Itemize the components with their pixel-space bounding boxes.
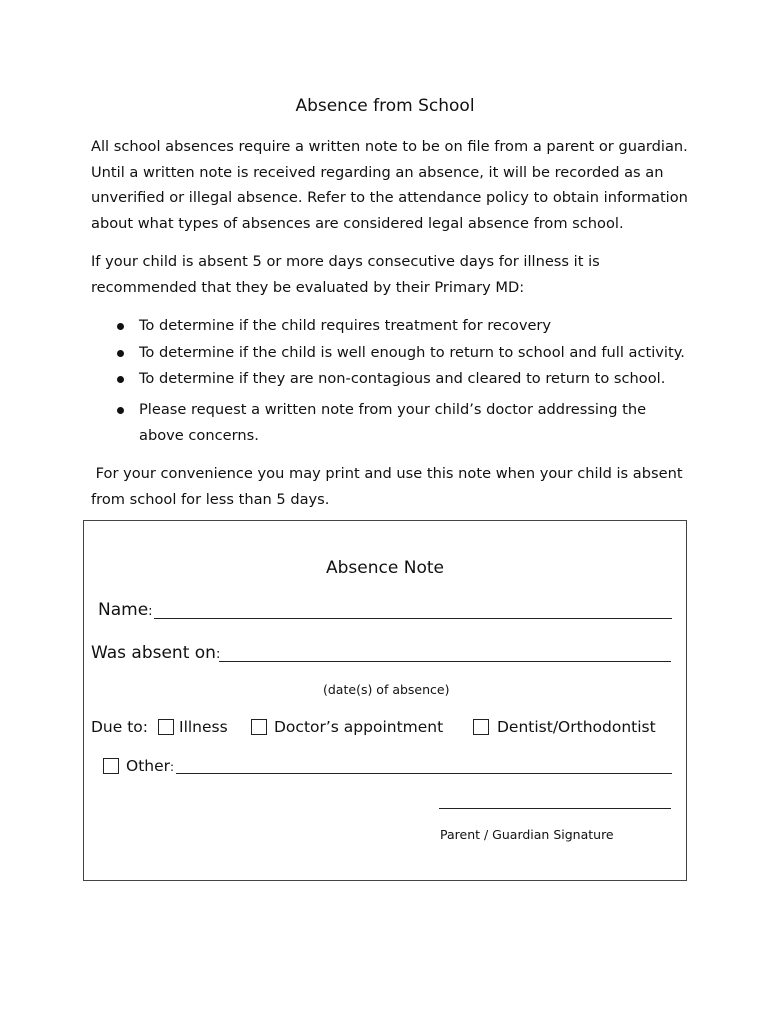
bullet-item — [91, 366, 691, 393]
bullet-text-continued: above concerns. — [139, 427, 259, 444]
signature-field[interactable] — [439, 808, 671, 809]
illness-paragraph — [91, 249, 691, 300]
illness-line: recommended that they be evaluated by their Primary MD: — [91, 278, 525, 296]
intro-line: Until a written note is received regarding an absence, it will be recorded as an — [91, 163, 664, 181]
illness-line: If your child is absent 5 or more days consecutive days for illness it is — [91, 253, 600, 270]
bullet-text: To determine if they are non-contagious and cleared to return to school. — [139, 370, 666, 387]
intro-line: about what types of absences are considered legal absence from school. — [91, 214, 624, 232]
bullet-item — [91, 340, 691, 367]
date-caption: (date(s) of absence) — [323, 682, 450, 697]
intro-line: All school absences require a written note to be on file from a parent or guardian. — [91, 138, 688, 155]
bullet-item — [91, 313, 691, 340]
convenience-line: For your convenience you may print and use this note when your child is absent — [91, 465, 683, 482]
name-label-colon: : — [148, 604, 153, 619]
bullet-icon — [117, 323, 124, 330]
page-title: Absence from School — [295, 96, 475, 116]
doctor-appointment-label: Doctor’s appointment — [274, 718, 444, 736]
bullet-text: To determine if the child requires treatment for recovery — [139, 317, 552, 334]
other-checkbox[interactable] — [103, 758, 119, 774]
absence-note-form — [83, 520, 687, 881]
dentist-orthodontist-label: Dentist/Orthodontist — [497, 718, 656, 736]
bullet-text: Please request a written note from your child’s doctor addressing the — [139, 400, 647, 418]
intro-line: unverified or illegal absence. Refer to the attendance policy to obtain information — [91, 189, 688, 206]
name-label-text: Name — [98, 600, 149, 620]
bullet-icon — [117, 350, 124, 357]
evaluation-bullet-list — [91, 313, 691, 450]
name-label — [98, 599, 153, 623]
intro-paragraph — [91, 134, 691, 236]
bullet-icon — [117, 376, 124, 383]
absent-dates-field[interactable] — [219, 661, 671, 662]
other-label — [126, 756, 174, 777]
absence-note-title: Absence Note — [326, 558, 444, 578]
bullet-text: To determine if the child is well enough to return to school and full activity. — [139, 343, 685, 361]
signature-caption: Parent / Guardian Signature — [440, 827, 614, 842]
bullet-icon — [117, 407, 124, 414]
other-reason-field[interactable] — [176, 773, 672, 774]
convenience-paragraph — [91, 461, 691, 512]
bullet-item — [91, 397, 691, 450]
due-to-label: Due to: — [91, 718, 149, 736]
illness-checkbox[interactable] — [158, 719, 174, 735]
absent-on-label-colon: : — [215, 647, 221, 662]
name-field[interactable] — [154, 618, 672, 619]
dentist-orthodontist-checkbox[interactable] — [473, 719, 489, 735]
absent-on-label — [91, 642, 220, 666]
convenience-line: from school for less than 5 days. — [91, 490, 330, 508]
illness-label: Illness — [179, 718, 228, 736]
absent-on-label-text: Was absent on — [91, 643, 216, 663]
other-label-colon: : — [170, 760, 175, 774]
other-label-text: Other — [126, 757, 171, 775]
doctor-appointment-checkbox[interactable] — [251, 719, 267, 735]
